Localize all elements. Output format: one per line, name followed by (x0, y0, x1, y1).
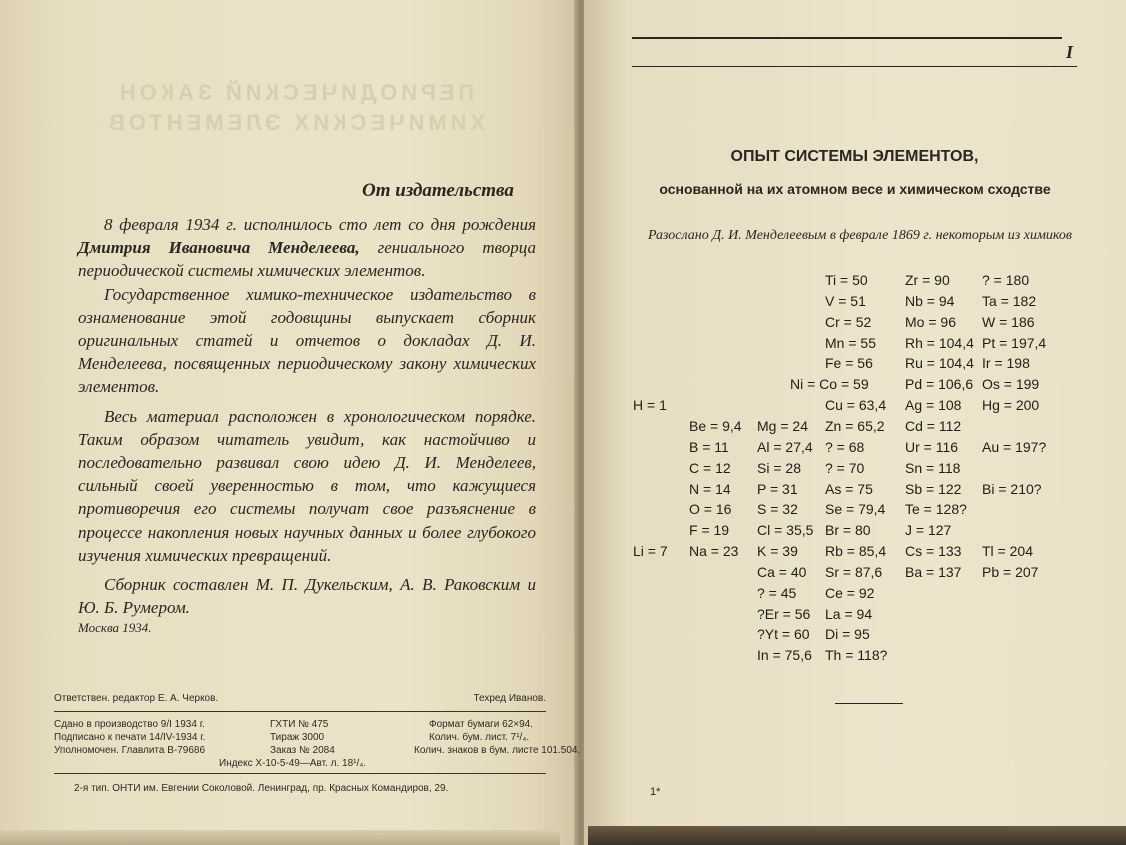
mendeleev-name: Дмитрия Ивановича Менделеева, (78, 238, 360, 258)
element-cell: Al = 27,4 (757, 438, 813, 455)
imprint-r3c1: Уполномочен. Главлита В-79686 (54, 745, 206, 756)
element-cell: Na = 23 (689, 543, 739, 560)
element-cell: Sb = 122 (905, 480, 962, 497)
element-cell: B = 11 (689, 438, 729, 455)
element-cell: Ti = 50 (825, 272, 868, 288)
show-through-line-2: ХИМИЧЕСКИХ ЭЛЕМЕНТОВ (104, 110, 486, 135)
imprint-r1c3: Формат бумаги 62×94. (429, 719, 534, 730)
element-cell: Os = 199 (982, 376, 1040, 393)
element-cell: Te = 128? (905, 501, 967, 518)
element-cell: J = 127 (905, 522, 952, 539)
element-cell: Zr = 90 (905, 272, 950, 288)
element-cell: ? = 70 (825, 459, 865, 476)
paragraph-3: Весь материал расположен в хронологическом порядке. Таким образом читатель увидит, как настойчиво и последовательно развивал свою идею Д. И. Менделеев, сильный своей уверенностью в том, что кажущиеся противоречия его системы получат свое разъяснение в процессе накопления новых научных данных и более глубокого изучения химических превращений. (78, 406, 536, 565)
element-cell: K = 39 (757, 543, 798, 560)
element-cell: F = 19 (689, 522, 730, 539)
element-cell: Ru = 104,4 (905, 355, 974, 372)
paragraph-1-start: 8 февраля 1934 г. исполнилось сто лет со дня рождения (104, 215, 536, 234)
imprint-r1c2: ГХТИ № 475 (270, 719, 329, 730)
element-cell: Cu = 63,4 (825, 397, 887, 414)
imprint-tech-editor: Техред Иванов. (473, 693, 546, 704)
element-cell: Th = 118? (825, 647, 888, 664)
imprint-editor: Ответствен. редактор Е. А. Черков. (54, 693, 219, 704)
element-cell: Pt = 197,4 (982, 334, 1047, 351)
element-cell: H = 1 (633, 397, 667, 414)
page-numeral: I (1066, 42, 1074, 62)
element-cell: As = 75 (825, 480, 873, 497)
element-cell: P = 31 (757, 480, 798, 497)
element-cell: Ba = 137 (905, 563, 962, 580)
imprint-block (54, 693, 581, 796)
table-subtitle: основанной на их атомном весе и химическом сходстве (659, 181, 1051, 197)
element-cell: Cs = 133 (905, 543, 962, 560)
paragraph-1 (78, 213, 536, 283)
header-rule-bottom (632, 66, 1077, 67)
element-cell: Sr = 87,6 (825, 563, 883, 580)
element-cell: V = 51 (825, 292, 866, 309)
imprint-r2c2: Тираж 3000 (270, 732, 325, 743)
element-cell: Ag = 108 (905, 397, 962, 414)
right-page-bottom-edge (588, 826, 1126, 845)
element-cell: Nb = 94 (905, 292, 955, 309)
element-cell: Mg = 24 (757, 417, 808, 434)
element-cell: Be = 9,4 (689, 417, 742, 434)
element-cell: ?Er = 56 (757, 605, 811, 622)
paragraph-4: Сборник составлен М. П. Дукельским, А. В. Раковским и Ю. Б. Румером. (78, 575, 536, 618)
element-cell: Br = 80 (825, 522, 871, 539)
element-cell: Si = 28 (757, 459, 801, 476)
element-cell: O = 16 (689, 501, 732, 518)
element-cell: C = 12 (689, 459, 731, 476)
element-cell: La = 94 (825, 605, 873, 622)
element-cell: Rb = 85,4 (825, 543, 887, 560)
header-rule-top (632, 37, 1062, 39)
element-cell: N = 14 (689, 480, 731, 497)
element-cell: Au = 197? (982, 438, 1047, 455)
element-cell: W = 186 (982, 313, 1035, 330)
city-year: Москва 1934. (78, 620, 152, 635)
element-cell: ? = 45 (757, 584, 797, 601)
element-cell: Ce = 92 (825, 584, 875, 601)
element-cell: Cl = 35,5 (757, 522, 814, 539)
signature-mark: 1* (650, 786, 661, 798)
element-cell: Ur = 116 (905, 438, 959, 455)
element-cell: Zn = 65,2 (825, 417, 885, 434)
left-page-bottom-edge (0, 830, 560, 845)
element-cell: Di = 95 (825, 626, 870, 643)
element-cell: Ir = 198 (982, 355, 1030, 372)
element-cell: Ca = 40 (757, 563, 807, 580)
imprint-printer: 2-я тип. ОНТИ им. Евгении Соколовой. Ленинград, пр. Красных Командиров, 29. (74, 783, 449, 794)
imprint-r1c1: Сдано в производство 9/I 1934 г. (54, 719, 205, 730)
paragraph-2: Государственное химико-техническое издательство в ознаменование этой годовщины выпускает сборник оригинальных статей и отчетов о докладах Д. И. Менделеева, посвященных периодическому закону химических элементов. (78, 284, 536, 397)
imprint-r2c1: Подписано к печати 14/IV-1934 г. (54, 732, 206, 743)
element-cell: Pd = 106,6 (905, 376, 974, 393)
show-through-text (60, 78, 530, 138)
element-cell: Pb = 207 (982, 563, 1039, 580)
element-cell: Rh = 104,4 (905, 334, 974, 351)
element-cell: ? = 68 (825, 438, 865, 455)
element-cell: ?Yt = 60 (757, 626, 810, 643)
element-cell: S = 32 (757, 501, 798, 518)
element-cell: Cr = 52 (825, 313, 872, 330)
element-cell: Ni = Co = 59 (790, 376, 869, 393)
element-cell: Mn = 55 (825, 334, 876, 351)
show-through-line-1: ПЕРИОДИЧЕСКИЙ ЗАКОН (115, 80, 475, 105)
paragraph-1-end: гениального творца периодической системы химических элементов. (78, 238, 536, 281)
imprint-r3c3: Колич. знаков в бум. листе 101.504. (414, 745, 581, 756)
element-cell: Cd = 112 (905, 417, 962, 434)
element-cell: ? = 180 (982, 272, 1030, 288)
element-cell: Sn = 118 (905, 459, 961, 476)
element-cell: Hg = 200 (982, 397, 1040, 414)
publisher-note (78, 213, 536, 619)
publisher-heading: От издательства (362, 180, 514, 201)
element-cell: Li = 7 (633, 543, 668, 560)
element-cell: In = 75,6 (757, 647, 812, 664)
element-cell: Se = 79,4 (825, 501, 886, 518)
element-cell: Mo = 96 (905, 313, 956, 330)
imprint-index: Индекс Х-10-5-49—Авт. л. 18¹/₄. (219, 758, 367, 769)
imprint-r3c2: Заказ № 2084 (270, 745, 335, 756)
imprint-r2c3: Колич. бум. лист. 7¹/₄. (429, 732, 530, 743)
closing-rule (835, 703, 903, 704)
element-cell: Tl = 204 (982, 543, 1033, 560)
table-title: ОПЫТ СИСТЕМЫ ЭЛЕМЕНТОВ, (730, 148, 979, 165)
element-cell: Bi = 210? (982, 480, 1042, 497)
element-cell: Ta = 182 (982, 292, 1037, 309)
table-dedication: Разослано Д. И. Менделеевым в феврале 1869 г. некоторым из химиков (647, 228, 1073, 243)
element-cell: Fe = 56 (825, 355, 873, 372)
